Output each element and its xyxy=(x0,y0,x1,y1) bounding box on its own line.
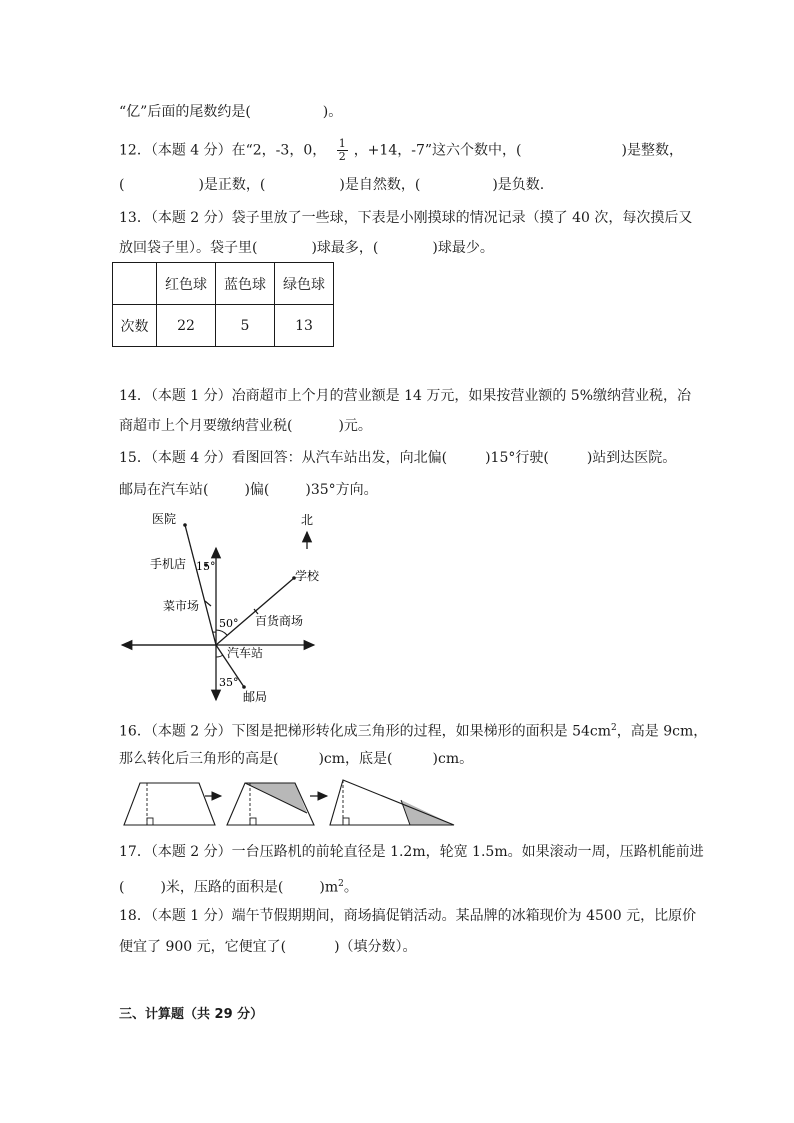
q14-line1: 14．（本题 1 分）冶商超市上个月的营业额是 14 万元，如果按营业额的 5%缴纳营业税，冶 xyxy=(119,388,691,404)
label-post-office: 邮局 xyxy=(243,690,268,704)
label-angle-50: 50° xyxy=(219,617,239,630)
q15-line1: 15．（本题 4 分）看图回答：从汽车站出发，向北偏( )15°行驶( )站到达医院。 xyxy=(119,450,677,466)
q13-line2: 放回袋子里）。袋子里( )球最多，( )球最少。 xyxy=(119,240,494,256)
label-angle-35: 35° xyxy=(219,676,239,689)
q11-tail: “亿”后面的尾数约是( )。 xyxy=(119,104,343,120)
label-hospital: 医院 xyxy=(152,512,177,526)
section-heading: 三、计算题（共 29 分） xyxy=(119,1007,264,1022)
q13-line1: 13．（本题 2 分）袋子里放了一些球，下表是小刚摸球的情况记录（摸了 40 次，每次摸后又 xyxy=(119,210,693,226)
q15-line2: 邮局在汽车站( )偏( )35°方向。 xyxy=(119,482,378,498)
label-school: 学校 xyxy=(295,569,320,583)
fraction-one-half: $\frac{1}{2}$ xyxy=(338,137,346,163)
label-market: 菜市场 xyxy=(163,599,200,613)
label-phone-shop: 手机店 xyxy=(150,557,187,571)
q17-line2: ( )米，压路的面积是( )$m^2$。 xyxy=(119,879,358,896)
q12-line1: 12．（本题 4 分）在“2，-3，0， $\frac{1}{2}$ ，+14，-7”这六个数中，( )是整数， xyxy=(119,137,683,163)
q16-line1: 16．（本题 2 分）下图是把梯形转化成三角形的过程，如果梯形的面积是 $54cm^2$，高是 9cm， xyxy=(119,723,708,740)
q14-line2: 商超市上个月要缴纳营业税( )元。 xyxy=(119,418,372,434)
q16-line2: 那么转化后三角形的高是( )cm，底是( )cm。 xyxy=(119,751,474,767)
q17-line1: 17．（本题 2 分）一台压路机的前轮直径是 1.2m，轮宽 1.5m。如果滚动一周，压路机能前进 xyxy=(119,844,704,860)
label-north: 北 xyxy=(301,513,314,527)
q18-line1: 18．（本题 1 分）端午节假期期间，商场搞促销活动。某品牌的冰箱现价为 4500 元，比原价 xyxy=(119,908,697,924)
label-bus-station: 汽车站 xyxy=(227,646,264,660)
table-header-row: 红色球 蓝色球 绿色球 xyxy=(113,263,334,305)
label-angle-15: 15° xyxy=(196,560,216,573)
q18-line2: 便宜了 900 元，它便宜了( )（填分数）。 xyxy=(119,939,417,955)
q12-line2: ( )是正数，( )是自然数，( )是负数. xyxy=(119,177,545,193)
trapezoid xyxy=(124,783,215,825)
label-dept-store: 百货商场 xyxy=(255,614,304,628)
table-row: 次数 22 5 13 xyxy=(113,305,334,347)
